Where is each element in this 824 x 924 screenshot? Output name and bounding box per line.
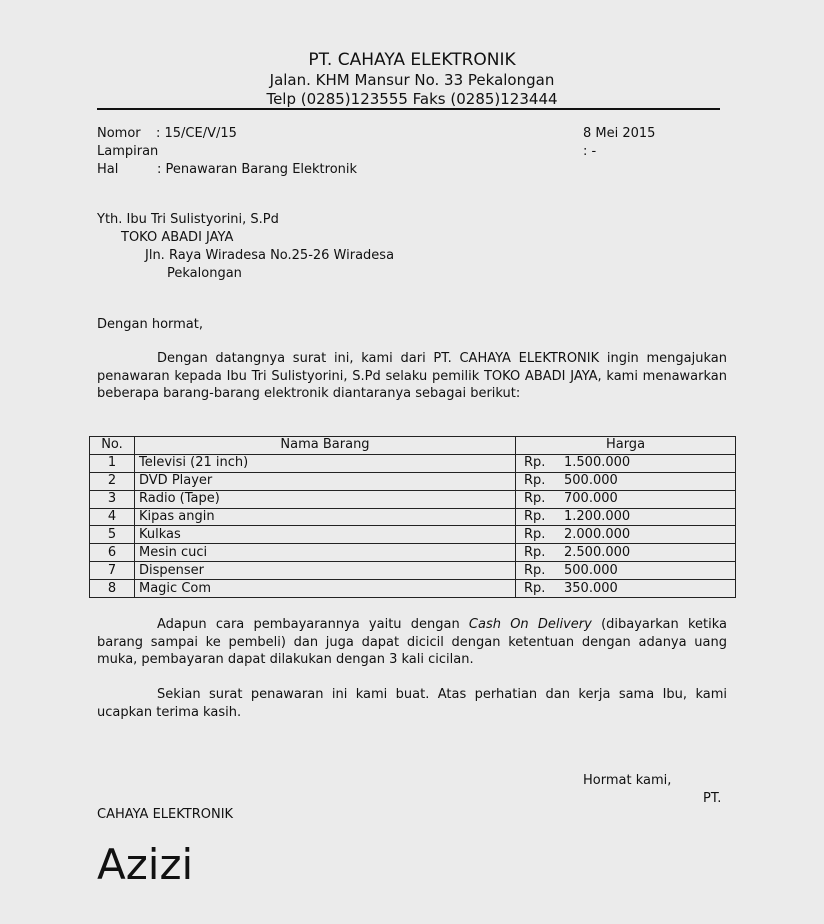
signer-name: Azizi xyxy=(97,840,194,889)
row-name: DVD Player xyxy=(135,472,516,490)
payment-text-before: Adapun cara pembayarannya yaitu dengan xyxy=(157,617,469,632)
row-name: Kulkas xyxy=(135,526,516,544)
header-price: Harga xyxy=(516,437,736,455)
row-price xyxy=(516,562,736,580)
table-header-row xyxy=(90,437,736,455)
row-price xyxy=(516,580,736,598)
currency-label: Rp. xyxy=(524,491,546,507)
price-value: 2.000.000 xyxy=(564,526,631,542)
row-no: 8 xyxy=(90,580,135,598)
currency-label: Rp. xyxy=(524,526,546,542)
row-price xyxy=(516,490,736,508)
currency-label: Rp. xyxy=(524,455,546,471)
price-value: 500.000 xyxy=(564,473,618,489)
price-value: 350.000 xyxy=(564,580,618,596)
row-no: 7 xyxy=(90,562,135,580)
letterhead-address: Jalan. KHM Mansur No. 33 Pekalongan xyxy=(269,71,555,89)
table-row xyxy=(90,472,736,490)
row-no: 5 xyxy=(90,526,135,544)
recipient-city: Pekalongan xyxy=(167,266,242,281)
greeting: Dengan hormat, xyxy=(97,317,204,332)
nomor-label: Nomor xyxy=(97,126,141,141)
closing-salutation: Hormat kami, xyxy=(583,773,672,788)
row-no: 1 xyxy=(90,454,135,472)
row-no: 4 xyxy=(90,508,135,526)
letter-date: 8 Mei 2015 xyxy=(583,126,656,141)
table-row xyxy=(90,508,736,526)
lampiran-label: Lampiran xyxy=(97,144,159,159)
row-name: Televisi (21 inch) xyxy=(135,454,516,472)
payment-paragraph xyxy=(97,616,727,669)
price-value: 500.000 xyxy=(564,562,618,578)
recipient-company: TOKO ABADI JAYA xyxy=(121,230,234,245)
table-row xyxy=(90,544,736,562)
table-row xyxy=(90,454,736,472)
header-name: Nama Barang xyxy=(135,437,516,455)
letterhead-divider xyxy=(97,108,720,110)
row-price xyxy=(516,508,736,526)
row-no: 2 xyxy=(90,472,135,490)
row-price xyxy=(516,454,736,472)
row-name: Mesin cuci xyxy=(135,544,516,562)
header-no: No. xyxy=(90,437,135,455)
row-name: Radio (Tape) xyxy=(135,490,516,508)
row-price xyxy=(516,526,736,544)
closing-pt: PT. xyxy=(703,791,722,806)
closing-paragraph-text: Sekian surat penawaran ini kami buat. Atas perhatian dan kerja sama Ibu, kami ucapkan terima kasih. xyxy=(97,687,727,720)
opening-paragraph-text: Dengan datangnya surat ini, kami dari PT. CAHAYA ELEKTRONIK ingin mengajukan penawaran kepada Ibu Tri Sulistyorini, S.Pd selaku pemilik TOKO ABADI JAYA, kami menawarkan beberapa barang-barang elektronik diantaranya sebagai berikut: xyxy=(97,351,727,401)
nomor-value: : 15/CE/V/15 xyxy=(156,126,237,141)
price-value: 1.200.000 xyxy=(564,509,631,524)
row-price xyxy=(516,544,736,562)
row-no: 6 xyxy=(90,544,135,562)
hal-value: : Penawaran Barang Elektronik xyxy=(157,162,358,177)
hal-label: Hal xyxy=(97,162,119,177)
lampiran-value: : - xyxy=(583,144,597,159)
payment-text-after: (dibayarkan ketika barang sampai ke pembeli) dan juga dapat dicicil dengan ketentuan dengan adanya uang muka, pembayaran dapat dilakukan dengan 3 kali cicilan. xyxy=(97,617,727,667)
row-name: Dispenser xyxy=(135,562,516,580)
price-value: 1.500.000 xyxy=(564,455,631,471)
currency-label: Rp. xyxy=(524,580,546,596)
table-row xyxy=(90,562,736,580)
recipient-name: Yth. Ibu Tri Sulistyorini, S.Pd xyxy=(97,212,279,227)
currency-label: Rp. xyxy=(524,509,546,524)
letterhead-contact: Telp (0285)123555 Faks (0285)123444 xyxy=(266,90,558,108)
table-row xyxy=(90,580,736,598)
currency-label: Rp. xyxy=(524,544,546,560)
closing-paragraph xyxy=(97,686,727,721)
table-row xyxy=(90,490,736,508)
currency-label: Rp. xyxy=(524,562,546,578)
items-table xyxy=(89,436,736,598)
row-name: Kipas angin xyxy=(135,508,516,526)
opening-paragraph xyxy=(97,350,727,403)
row-no: 3 xyxy=(90,490,135,508)
recipient-street: Jln. Raya Wiradesa No.25-26 Wiradesa xyxy=(145,248,395,263)
row-price xyxy=(516,472,736,490)
payment-method: Cash On Delivery xyxy=(468,617,592,632)
currency-label: Rp. xyxy=(524,473,546,489)
price-value: 700.000 xyxy=(564,491,618,507)
letterhead-company: PT. CAHAYA ELEKTRONIK xyxy=(308,50,516,70)
row-name: Magic Com xyxy=(135,580,516,598)
closing-company: CAHAYA ELEKTRONIK xyxy=(97,807,234,822)
price-value: 2.500.000 xyxy=(564,544,631,560)
table-row xyxy=(90,526,736,544)
